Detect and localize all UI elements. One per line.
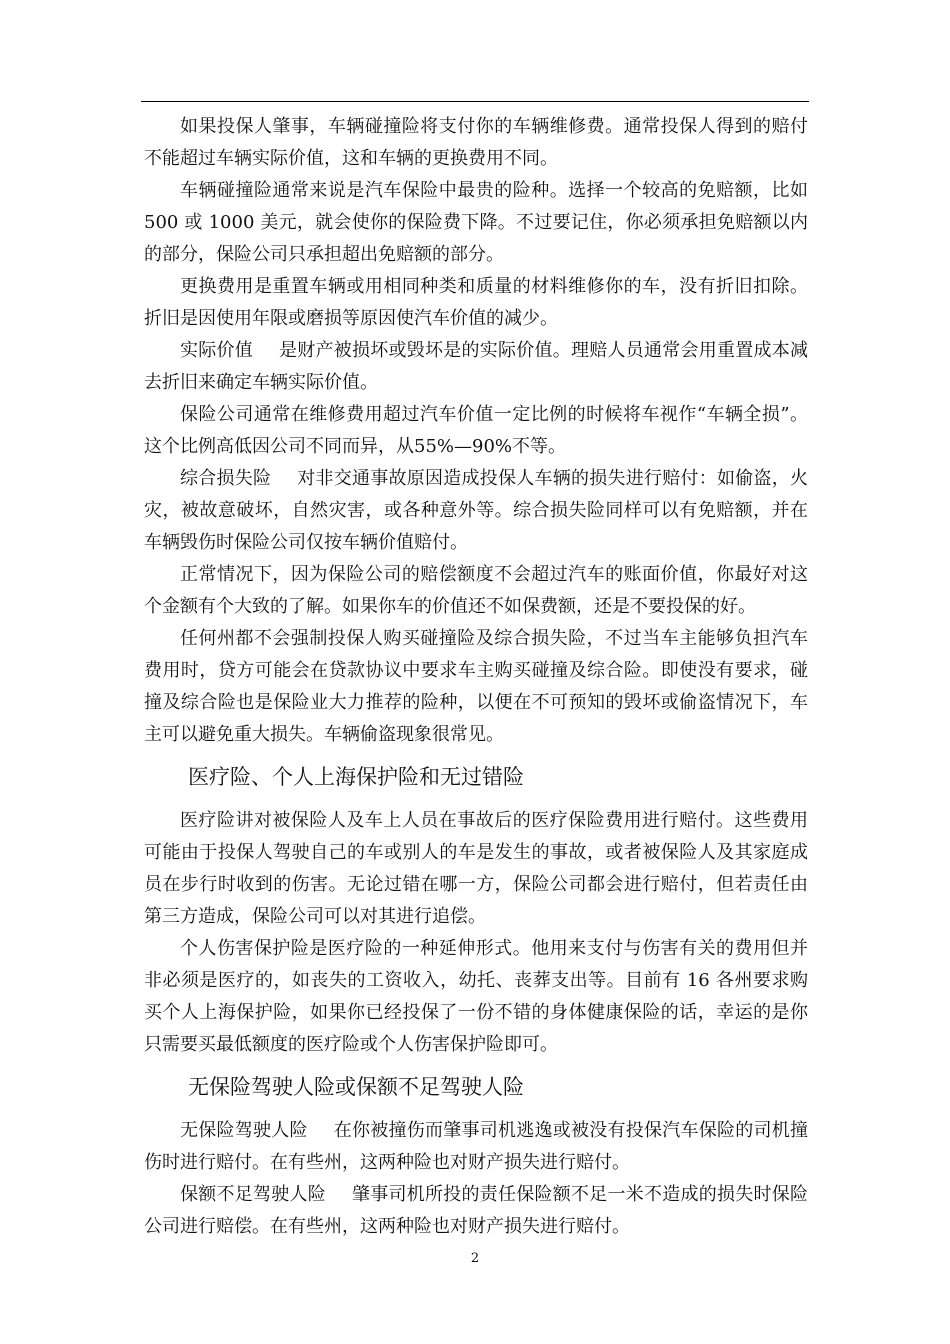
section-heading: 无保险驾驶人险或保额不足驾驶人险 [188, 1075, 524, 1099]
paragraph: 任何州都不会强制投保人购买碰撞险及综合损失险，不过当车主能够负担汽车费用时，贷方可能会在贷款协议中要求车主购买碰撞及综合险。即使没有要求，碰撞及综合险也是保险业大力推荐的险种，以便在不可预知的毁坏或偷盗情况下，车主可以避免重大损失。车辆偷盗现象很常见。 [144, 628, 808, 745]
term-definition: 肇事司机所投的责任保险额不足一米不造成的损失时保险公司进行赔偿。在有些州，这两种险也对财产损失进行赔付。 [144, 1184, 808, 1237]
paragraph: 车辆碰撞险通常来说是汽车保险中最贵的险种。选择一个较高的免赔额，比如 500 或 1000 美元，就会使你的保险费下降。不过要记住，你必须承担免赔额以内的部分，保险公司只承担超出免赔额的部分。 [144, 180, 808, 265]
paragraph: 正常情况下，因为保险公司的赔偿额度不会超过汽车的账面价值，你最好对这个金额有个大致的了解。如果你车的价值还不如保费额，还是不要投保的好。 [144, 564, 808, 617]
term-definition: 在你被撞伤而肇事司机逃逸或被没有投保汽车保险的司机撞伤时进行赔付。在有些州，这两种险也对财产损失进行赔付。 [144, 1120, 808, 1173]
paragraph [144, 1179, 808, 1243]
paragraph: 医疗险讲对被保险人及车上人员在事故后的医疗保险费用进行赔付。这些费用可能由于投保人驾驶自己的车或别人的车是发生的事故，或者被保险人及其家庭成员在步行时收到的伤害。无论过错在哪一方，保险公司都会进行赔付，但若责任由第三方造成，保险公司可以对其进行追偿。 [144, 810, 808, 927]
page-body [144, 111, 808, 1243]
paragraph: 如果投保人肇事，车辆碰撞险将支付你的车辆维修费。通常投保人得到的赔付不能超过车辆实际价值，这和车辆的更换费用不同。 [144, 116, 808, 169]
term-label: 综合损失险 [180, 468, 272, 489]
paragraph [144, 1115, 808, 1179]
term-definition: 对非交通事故原因造成投保人车辆的损失进行赔付：如偷盗，火灾，被故意破坏，自然灾害，或各种意外等。综合损失险同样可以有免赔额，并在车辆毁伤时保险公司仅按车辆价值赔付。 [144, 468, 808, 553]
header-rule [141, 101, 809, 102]
term-definition: 是财产被损坏或毁坏是的实际价值。理赔人员通常会用重置成本减去折旧来确定车辆实际价值。 [144, 340, 808, 393]
term-label: 无保险驾驶人险 [180, 1120, 308, 1141]
paragraph: 更换费用是重置车辆或用相同种类和质量的材料维修你的车，没有折旧扣除。折旧是因使用年限或磨损等原因使汽车价值的减少。 [144, 276, 808, 329]
paragraph: 个人伤害保护险是医疗险的一种延伸形式。他用来支付与伤害有关的费用但并非必须是医疗的，如丧失的工资收入，幼托、丧葬支出等。目前有 16 各州要求购买个人上海保护险，如果你已经投保了一份不错的身体健康保险的话，幸运的是你只需要买最低额度的医疗险或个人伤害保护险即可。 [144, 938, 808, 1055]
section-uninsured-motorist [144, 1115, 808, 1243]
paragraph [144, 335, 808, 399]
paragraph [144, 463, 808, 559]
page-number: 2 [470, 1251, 480, 1266]
section-medical [144, 805, 808, 1061]
term-label: 实际价值 [180, 340, 253, 361]
section-heading: 医疗险、个人上海保护险和无过错险 [188, 765, 524, 789]
paragraph: 保险公司通常在维修费用超过汽车价值一定比例的时候将车视作“车辆全损”。这个比例高低因公司不同而异，从55%—90%不等。 [144, 404, 808, 457]
term-label: 保额不足驾驶人险 [180, 1184, 326, 1205]
section-collision-comprehensive [144, 111, 808, 751]
